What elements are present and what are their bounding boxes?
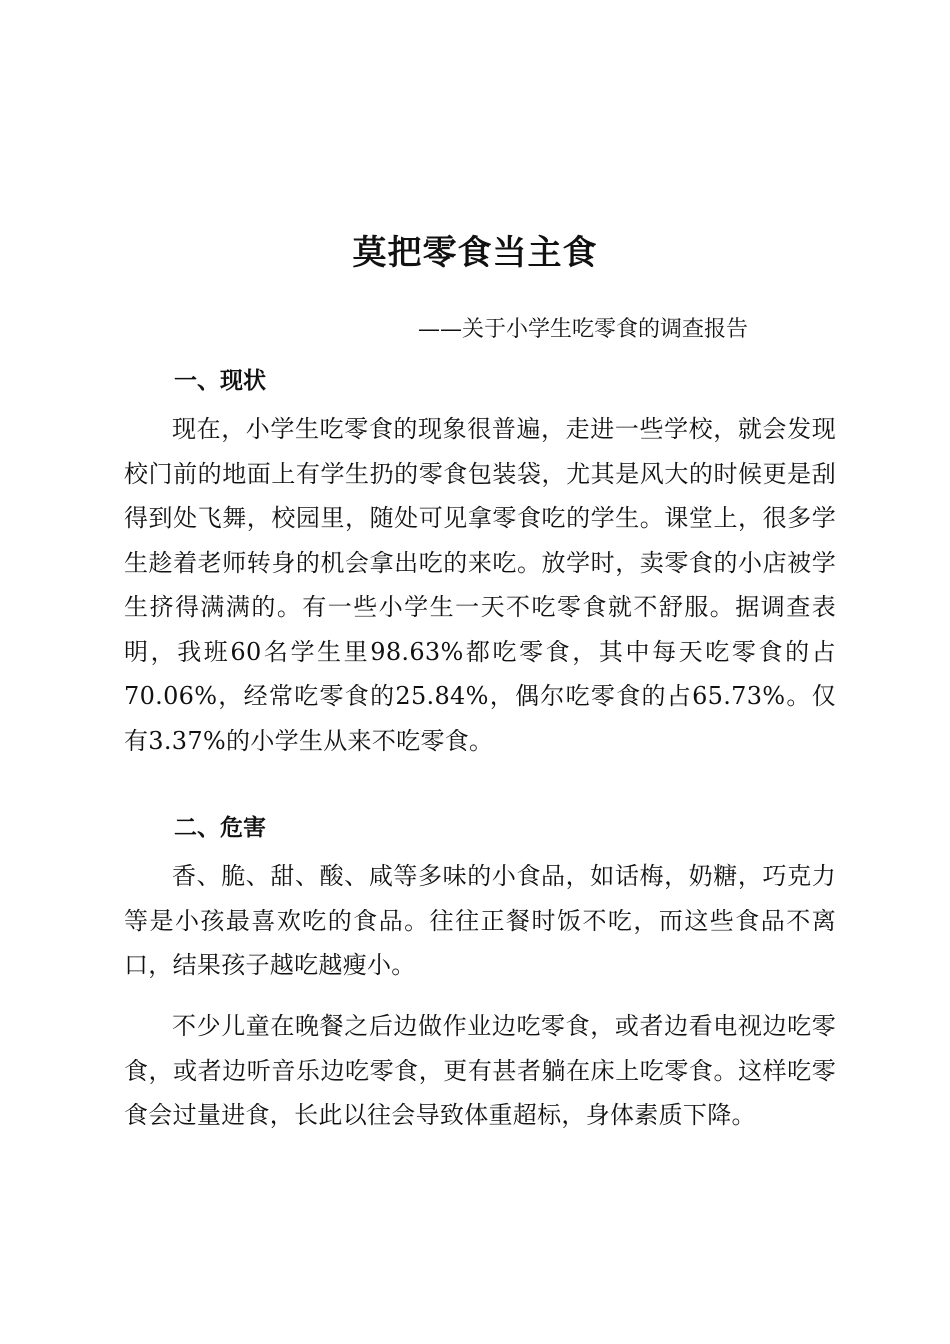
document-title: 莫把零食当主食 bbox=[352, 233, 598, 273]
section-heading-harm: 二、危害 bbox=[174, 815, 266, 841]
section-status-paragraph: 现在，小学生吃零食的现象很普遍，走进一些学校，就会发现校门前的地面上有学生扔的零食包装袋，尤其是风大的时候更是刮得到处飞舞，校园里，随处可见拿零食吃的学生。课堂上，很多学生趁着老师转身的机会拿出吃的来吃。放学时，卖零食的小店被学生挤得满满的。有一些小学生一天不吃零食就不舒服。据调查表明，我班60名学生里98.63%都吃零食，其中每天吃零食的占70.06%，经常吃零食的25.84%，偶尔吃零食的占65.73%。仅有3.37%的小学生从来不吃零食。 bbox=[124, 415, 836, 755]
section-harm-paragraph-1: 香、脆、甜、酸、咸等多味的小食品，如话梅，奶糖，巧克力等是小孩最喜欢吃的食品。往往正餐时饭不吃，而这些食品不离口，结果孩子越吃越瘦小。 bbox=[124, 862, 836, 979]
section-harm-paragraph-2: 不少儿童在晚餐之后边做作业边吃零食，或者边看电视边吃零食，或者边听音乐边吃零食，更有甚者躺在床上吃零食。这样吃零食会过量进食，长此以往会导致体重超标，身体素质下降。 bbox=[124, 1012, 836, 1129]
document-subtitle: ——关于小学生吃零食的调查报告 bbox=[418, 317, 749, 342]
section-heading-status: 一、现状 bbox=[174, 368, 266, 394]
